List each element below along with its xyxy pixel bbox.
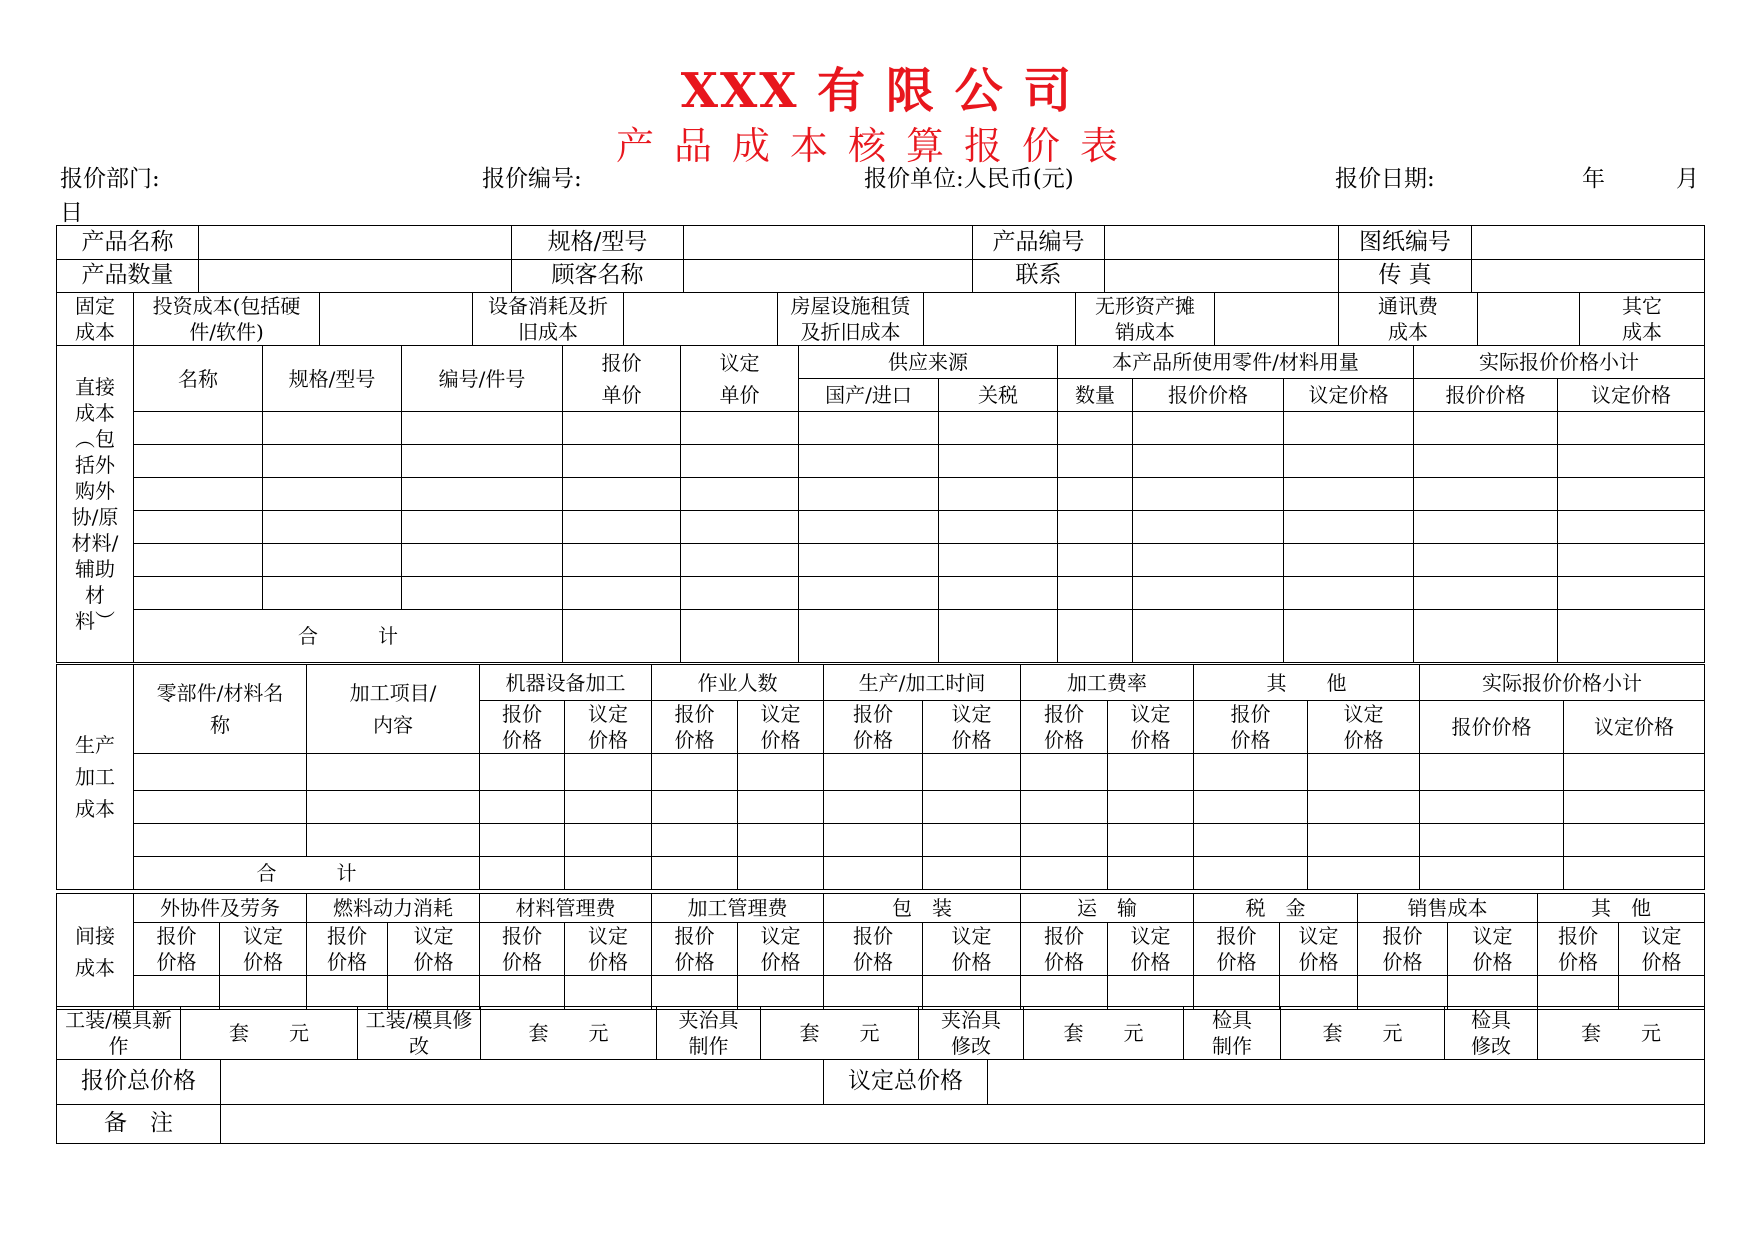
fixed-cost-table (56, 292, 1705, 346)
intangible-cost-label: 无形资产摊销成本 (1076, 293, 1215, 346)
quote-total-label: 报价总价格 (57, 1060, 221, 1105)
dept-label: 报价部门: (60, 166, 160, 192)
comm-cost-field[interactable] (1478, 293, 1580, 346)
col-sub-agreed: 议定价格 (1558, 379, 1705, 412)
col-sub-quote: 报价价格 (1414, 379, 1558, 412)
other-fixed-label: 其它成本 (1580, 293, 1705, 346)
product-name-label: 产品名称 (57, 226, 199, 260)
unit-label: 报价单位:人民币(元) (864, 166, 1074, 192)
col-quote-price: 报价价格 (1133, 379, 1284, 412)
invest-cost-label: 投资成本(包括硬件/软件) (134, 293, 320, 346)
direct-cost-label: 直接成本︵包括外购外协/原材料/辅助材料︶ (57, 346, 134, 663)
product-code-label: 产品编号 (973, 226, 1105, 260)
spec-label: 规格/型号 (512, 226, 684, 260)
quote-total-field[interactable] (221, 1060, 824, 1105)
remarks-table (56, 1104, 1705, 1144)
product-qty-label: 产品数量 (57, 260, 199, 293)
totals-table (56, 1059, 1705, 1105)
equip-cost-field[interactable] (624, 293, 778, 346)
col-qty: 数量 (1058, 379, 1133, 412)
indirect-cost-label: 间接成本 (57, 894, 134, 1010)
table-row (57, 754, 1705, 791)
customer-label: 顾客名称 (512, 260, 684, 293)
col-part-name: 零部件/材料名 称 (134, 665, 307, 754)
month-label: 月 (1676, 166, 1699, 192)
table-row (57, 544, 1705, 577)
fax-label: 传 真 (1339, 260, 1472, 293)
day-label: 日 (60, 200, 83, 226)
company-title: XXX 有 限 公 司 (680, 63, 1074, 119)
col-other: 其 他 (1194, 665, 1420, 701)
table-row (57, 445, 1705, 478)
col-machine: 机器设备加工 (480, 665, 652, 701)
col-time: 生产/加工时间 (824, 665, 1021, 701)
remarks-label: 备 注 (57, 1105, 221, 1144)
date-label: 报价日期: (1335, 166, 1435, 192)
col-rate: 加工费率 (1021, 665, 1194, 701)
table-row (57, 478, 1705, 511)
agreed-total-field[interactable] (988, 1060, 1705, 1105)
col-spec: 规格/型号 (263, 346, 402, 412)
year-label: 年 (1582, 166, 1605, 192)
intangible-cost-field[interactable] (1215, 293, 1339, 346)
col-domestic: 国产/进口 (799, 379, 939, 412)
total-row (57, 857, 1705, 890)
comm-cost-label: 通讯费成本 (1339, 293, 1478, 346)
col-workers: 作业人数 (652, 665, 824, 701)
product-code-field[interactable] (1105, 226, 1339, 260)
col-source: 供应来源 (799, 346, 1058, 379)
fixed-cost-label: 固定成本 (57, 293, 134, 346)
col-part-no: 编号/件号 (402, 346, 563, 412)
col-process: 加工项目/内容 (307, 665, 480, 754)
table-row (57, 824, 1705, 857)
equip-cost-label: 设备消耗及折旧成本 (473, 293, 624, 346)
customer-field[interactable] (684, 260, 973, 293)
remarks-field[interactable] (221, 1105, 1705, 1144)
production-total-label: 合 计 (134, 857, 480, 890)
contact-field[interactable] (1105, 260, 1339, 293)
product-name-field[interactable] (199, 226, 512, 260)
spec-field[interactable] (684, 226, 973, 260)
fax-field[interactable] (1472, 260, 1705, 293)
table-row (57, 511, 1705, 544)
table-row (57, 412, 1705, 445)
indirect-cost-table: 间接成本 外协件及劳务 燃料动力消耗 材料管理费 加工管理费 包 装 运 输 税 金 销售成本 其 他 报价价格 议定价格 报价价格 议定价格 报价价格 议定价格 报价价格 议定价格 报价价格 议定价格 报价价格 议定价格 报价价格 议定价格 报价价格 议定价格 报价价格 议定价格 (56, 893, 1705, 1010)
table-row (57, 791, 1705, 824)
col-quote-unit: 报价单价 (563, 346, 681, 412)
col-agreed-price: 议定价格 (1284, 379, 1414, 412)
tooling-table: 工装/模具新作 套 元 工装/模具修改 套 元 夹治具制作 套 元 夹治具修改 套 元 检具制作 套 元 检具修改 套 元 (56, 1006, 1705, 1060)
agreed-total-label: 议定总价格 (824, 1060, 988, 1105)
direct-cost-table (56, 345, 1705, 663)
form-title: 产品成本核算报价表 (615, 124, 1138, 168)
direct-total-label: 合 计 (134, 610, 563, 663)
table-row (57, 976, 1705, 1010)
house-cost-label: 房屋设施租赁及折旧成本 (778, 293, 924, 346)
col-usage: 本产品所使用零件/材料用量 (1058, 346, 1414, 379)
no-label: 报价编号: (482, 166, 582, 192)
col-tariff: 关税 (939, 379, 1058, 412)
product-qty-field[interactable] (199, 260, 512, 293)
drawing-no-field[interactable] (1472, 226, 1705, 260)
total-row (57, 610, 1705, 663)
production-cost-table: 生产加工成本 零部件/材料名 称 加工项目/内容 机器设备加工 作业人数 生产/加工时间 加工费率 其 他 实际报价价格小计 报价价格 议定价格 报价价格 议定价格 报价价格 议定价格 报价价格 议定价格 报价价格 议定价格 报价价格 议定价格 合 计 (56, 664, 1705, 890)
production-cost-label: 生产加工成本 (57, 665, 134, 890)
col-agreed-unit: 议定单价 (681, 346, 799, 412)
invest-cost-field[interactable] (320, 293, 473, 346)
col-name: 名称 (134, 346, 263, 412)
house-cost-field[interactable] (924, 293, 1076, 346)
contact-label: 联系 (973, 260, 1105, 293)
col-prod-subtotal: 实际报价价格小计 (1420, 665, 1705, 701)
product-info-table (56, 225, 1705, 293)
col-subtotal: 实际报价价格小计 (1414, 346, 1705, 379)
table-row (57, 577, 1705, 610)
drawing-no-label: 图纸编号 (1339, 226, 1472, 260)
